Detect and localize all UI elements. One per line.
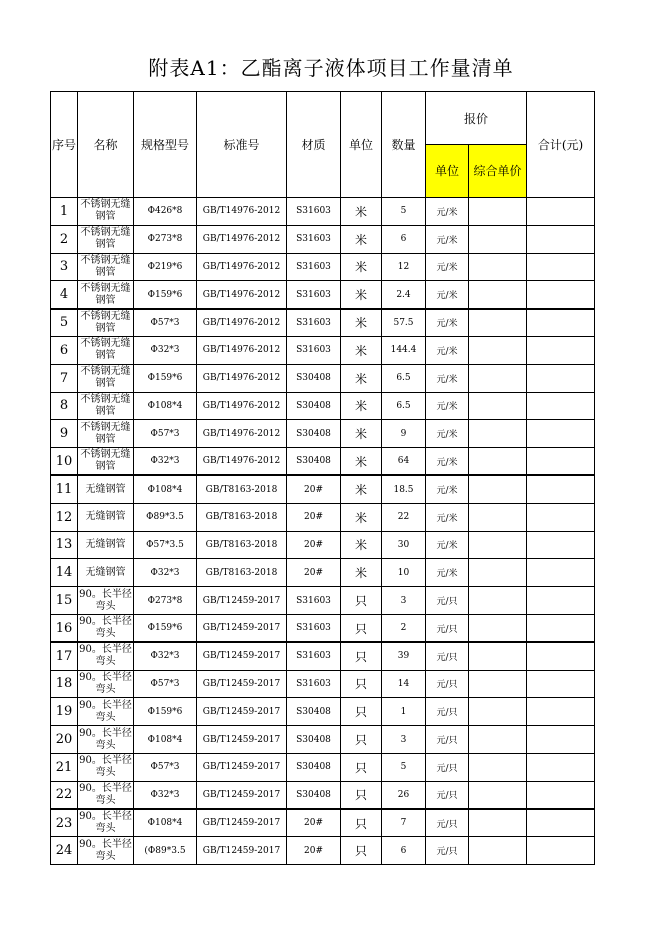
row-index: 19 (51, 698, 78, 726)
table-row (51, 336, 595, 364)
row-qty: 2 (382, 614, 426, 642)
row-qty: 26 (382, 781, 426, 809)
row-total (527, 670, 595, 698)
row-qty: 5 (382, 753, 426, 781)
row-quote-unit: 元/米 (426, 364, 469, 392)
row-spec: Φ159*6 (134, 364, 197, 392)
row-total (527, 309, 595, 337)
row-total (527, 781, 595, 809)
row-quote-price (469, 225, 527, 253)
row-material: S30408 (287, 753, 341, 781)
header-qty: 数量 (382, 92, 426, 198)
row-unit: 米 (341, 281, 382, 309)
row-index: 2 (51, 225, 78, 253)
row-name: 90。长半径弯头 (78, 753, 134, 781)
row-total (527, 420, 595, 448)
row-quote-unit: 元/米 (426, 336, 469, 364)
row-standard: GB/T14976-2012 (197, 336, 287, 364)
row-spec: Φ108*4 (134, 809, 197, 837)
row-qty: 144.4 (382, 336, 426, 364)
row-quote-unit: 元/只 (426, 809, 469, 837)
row-index: 10 (51, 448, 78, 476)
row-name: 90。长半径弯头 (78, 726, 134, 754)
row-quote-price (469, 281, 527, 309)
row-index: 5 (51, 309, 78, 337)
row-material: S31603 (287, 670, 341, 698)
row-spec: Φ159*6 (134, 281, 197, 309)
row-index: 11 (51, 475, 78, 503)
row-total (527, 281, 595, 309)
row-unit: 只 (341, 642, 382, 670)
row-unit: 只 (341, 670, 382, 698)
row-name: 不锈钢无缝钢管 (78, 309, 134, 337)
row-material: S30408 (287, 392, 341, 420)
row-index: 13 (51, 531, 78, 559)
row-unit: 只 (341, 837, 382, 865)
row-material: S30408 (287, 781, 341, 809)
row-qty: 64 (382, 448, 426, 476)
row-quote-unit: 元/米 (426, 198, 469, 226)
row-unit: 米 (341, 225, 382, 253)
row-name: 不锈钢无缝钢管 (78, 198, 134, 226)
row-quote-price (469, 559, 527, 587)
row-total (527, 253, 595, 281)
row-index: 3 (51, 253, 78, 281)
row-name: 90。长半径弯头 (78, 642, 134, 670)
row-unit: 只 (341, 726, 382, 754)
row-standard: GB/T8163-2018 (197, 503, 287, 531)
row-quote-unit: 元/米 (426, 309, 469, 337)
row-unit: 米 (341, 392, 382, 420)
row-total (527, 531, 595, 559)
row-name: 不锈钢无缝钢管 (78, 420, 134, 448)
row-total (527, 336, 595, 364)
row-unit: 米 (341, 531, 382, 559)
row-total (527, 809, 595, 837)
header-quote-price: 综合单价 (469, 145, 527, 198)
table-row (51, 475, 595, 503)
row-qty: 18.5 (382, 475, 426, 503)
row-quote-unit: 元/米 (426, 281, 469, 309)
table-row (51, 642, 595, 670)
row-quote-unit: 元/米 (426, 420, 469, 448)
row-material: S31603 (287, 336, 341, 364)
row-index: 12 (51, 503, 78, 531)
row-qty: 3 (382, 587, 426, 615)
header-unit: 单位 (341, 92, 382, 198)
row-quote-unit: 元/米 (426, 475, 469, 503)
table-row (51, 698, 595, 726)
table-row (51, 837, 595, 865)
row-unit: 只 (341, 781, 382, 809)
row-material: S30408 (287, 364, 341, 392)
row-name: 无缝钢管 (78, 503, 134, 531)
row-spec: Φ57*3 (134, 670, 197, 698)
row-index: 23 (51, 809, 78, 837)
row-material: S31603 (287, 587, 341, 615)
header-total: 合计(元) (527, 92, 595, 198)
row-unit: 米 (341, 420, 382, 448)
row-standard: GB/T12459-2017 (197, 587, 287, 615)
row-unit: 米 (341, 309, 382, 337)
row-quote-unit: 元/只 (426, 587, 469, 615)
row-unit: 米 (341, 198, 382, 226)
row-spec: Φ273*8 (134, 587, 197, 615)
row-quote-price (469, 698, 527, 726)
row-standard: GB/T12459-2017 (197, 726, 287, 754)
header-spec: 规格型号 (134, 92, 197, 198)
row-qty: 2.4 (382, 281, 426, 309)
row-unit: 米 (341, 253, 382, 281)
row-name: 不锈钢无缝钢管 (78, 225, 134, 253)
row-qty: 9 (382, 420, 426, 448)
row-quote-price (469, 809, 527, 837)
row-spec: Φ32*3 (134, 781, 197, 809)
row-index: 20 (51, 726, 78, 754)
table-row (51, 559, 595, 587)
row-qty: 39 (382, 642, 426, 670)
row-standard: GB/T14976-2012 (197, 253, 287, 281)
row-quote-unit: 元/米 (426, 448, 469, 476)
row-qty: 30 (382, 531, 426, 559)
row-name: 90。长半径弯头 (78, 837, 134, 865)
row-index: 7 (51, 364, 78, 392)
row-quote-price (469, 753, 527, 781)
table-row (51, 809, 595, 837)
row-name: 90。长半径弯头 (78, 587, 134, 615)
row-name: 无缝钢管 (78, 475, 134, 503)
row-material: S31603 (287, 225, 341, 253)
row-qty: 57.5 (382, 309, 426, 337)
table-row (51, 448, 595, 476)
row-unit: 米 (341, 559, 382, 587)
row-quote-price (469, 364, 527, 392)
row-quote-unit: 元/只 (426, 753, 469, 781)
header-quote: 报价 (426, 92, 527, 145)
row-quote-price (469, 503, 527, 531)
table-row (51, 225, 595, 253)
row-qty: 5 (382, 198, 426, 226)
table-row (51, 753, 595, 781)
table-row (51, 726, 595, 754)
row-unit: 只 (341, 698, 382, 726)
row-unit: 米 (341, 448, 382, 476)
row-quote-unit: 元/只 (426, 642, 469, 670)
row-quote-price (469, 781, 527, 809)
row-quote-unit: 元/只 (426, 670, 469, 698)
row-index: 21 (51, 753, 78, 781)
row-material: 20# (287, 837, 341, 865)
row-material: S30408 (287, 448, 341, 476)
row-standard: GB/T12459-2017 (197, 614, 287, 642)
row-total (527, 225, 595, 253)
row-material: S31603 (287, 642, 341, 670)
header-material: 材质 (287, 92, 341, 198)
row-qty: 1 (382, 698, 426, 726)
row-quote-price (469, 837, 527, 865)
row-index: 18 (51, 670, 78, 698)
row-quote-unit: 元/米 (426, 225, 469, 253)
row-name: 不锈钢无缝钢管 (78, 392, 134, 420)
row-spec: Φ32*3 (134, 559, 197, 587)
page-title: 附表A1：乙酯离子液体项目工作量清单 (148, 56, 514, 80)
row-qty: 6 (382, 837, 426, 865)
row-quote-price (469, 670, 527, 698)
row-material: S30408 (287, 698, 341, 726)
row-name: 无缝钢管 (78, 531, 134, 559)
row-total (527, 753, 595, 781)
row-total (527, 475, 595, 503)
row-total (527, 364, 595, 392)
row-total (527, 198, 595, 226)
row-qty: 6.5 (382, 364, 426, 392)
workload-table (50, 91, 595, 865)
row-quote-unit: 元/只 (426, 698, 469, 726)
row-total (527, 642, 595, 670)
row-spec: Φ426*8 (134, 198, 197, 226)
row-name: 不锈钢无缝钢管 (78, 448, 134, 476)
row-spec: Φ108*4 (134, 475, 197, 503)
table-row (51, 420, 595, 448)
row-material: 20# (287, 475, 341, 503)
table-row (51, 309, 595, 337)
row-index: 17 (51, 642, 78, 670)
row-spec: Φ108*4 (134, 726, 197, 754)
row-index: 4 (51, 281, 78, 309)
row-quote-price (469, 448, 527, 476)
table-row (51, 253, 595, 281)
row-material: S31603 (287, 309, 341, 337)
row-name: 不锈钢无缝钢管 (78, 281, 134, 309)
row-standard: GB/T12459-2017 (197, 809, 287, 837)
row-standard: GB/T12459-2017 (197, 781, 287, 809)
row-material: 20# (287, 559, 341, 587)
row-quote-price (469, 336, 527, 364)
row-spec: Φ57*3 (134, 420, 197, 448)
row-qty: 22 (382, 503, 426, 531)
row-standard: GB/T14976-2012 (197, 392, 287, 420)
row-name: 90。长半径弯头 (78, 781, 134, 809)
row-index: 16 (51, 614, 78, 642)
row-quote-price (469, 253, 527, 281)
table-row (51, 670, 595, 698)
header-standard: 标准号 (197, 92, 287, 198)
row-standard: GB/T14976-2012 (197, 420, 287, 448)
row-qty: 6.5 (382, 392, 426, 420)
row-spec: Φ273*8 (134, 225, 197, 253)
row-unit: 只 (341, 809, 382, 837)
row-material: S31603 (287, 253, 341, 281)
row-standard: GB/T12459-2017 (197, 670, 287, 698)
row-spec: Φ159*6 (134, 698, 197, 726)
row-total (527, 837, 595, 865)
row-quote-price (469, 726, 527, 754)
row-quote-price (469, 587, 527, 615)
row-quote-price (469, 531, 527, 559)
row-spec: Φ57*3 (134, 309, 197, 337)
table-row (51, 587, 595, 615)
row-quote-unit: 元/米 (426, 559, 469, 587)
row-unit: 米 (341, 475, 382, 503)
row-quote-price (469, 198, 527, 226)
row-total (527, 392, 595, 420)
row-quote-price (469, 642, 527, 670)
row-spec: Φ57*3 (134, 753, 197, 781)
row-qty: 14 (382, 670, 426, 698)
row-material: S31603 (287, 614, 341, 642)
row-spec: Φ219*6 (134, 253, 197, 281)
table-row (51, 531, 595, 559)
row-quote-unit: 元/米 (426, 531, 469, 559)
row-material: 20# (287, 503, 341, 531)
row-name: 90。长半径弯头 (78, 614, 134, 642)
row-index: 15 (51, 587, 78, 615)
table-row (51, 781, 595, 809)
row-index: 24 (51, 837, 78, 865)
row-spec: Φ57*3.5 (134, 531, 197, 559)
row-index: 6 (51, 336, 78, 364)
row-index: 9 (51, 420, 78, 448)
row-total (527, 448, 595, 476)
row-standard: GB/T8163-2018 (197, 475, 287, 503)
row-qty: 3 (382, 726, 426, 754)
row-standard: GB/T14976-2012 (197, 309, 287, 337)
row-standard: GB/T14976-2012 (197, 281, 287, 309)
row-unit: 只 (341, 587, 382, 615)
row-standard: GB/T14976-2012 (197, 225, 287, 253)
row-total (527, 698, 595, 726)
row-spec: Φ32*3 (134, 336, 197, 364)
row-total (527, 587, 595, 615)
header-index: 序号 (51, 92, 78, 198)
row-material: S30408 (287, 420, 341, 448)
row-standard: GB/T12459-2017 (197, 837, 287, 865)
row-standard: GB/T12459-2017 (197, 642, 287, 670)
row-spec: Φ89*3.5 (134, 503, 197, 531)
row-total (527, 614, 595, 642)
row-qty: 7 (382, 809, 426, 837)
row-unit: 米 (341, 364, 382, 392)
row-material: S31603 (287, 281, 341, 309)
row-index: 22 (51, 781, 78, 809)
row-index: 8 (51, 392, 78, 420)
row-quote-price (469, 420, 527, 448)
row-unit: 米 (341, 503, 382, 531)
row-name: 90。长半径弯头 (78, 670, 134, 698)
row-index: 1 (51, 198, 78, 226)
row-standard: GB/T12459-2017 (197, 753, 287, 781)
header-quote-unit: 单位 (426, 145, 469, 198)
row-total (527, 559, 595, 587)
row-standard: GB/T14976-2012 (197, 448, 287, 476)
row-quote-unit: 元/米 (426, 503, 469, 531)
table-row (51, 281, 595, 309)
row-name: 90。长半径弯头 (78, 698, 134, 726)
row-quote-unit: 元/只 (426, 726, 469, 754)
table-row (51, 614, 595, 642)
header-name: 名称 (78, 92, 134, 198)
row-quote-unit: 元/只 (426, 781, 469, 809)
row-standard: GB/T8163-2018 (197, 559, 287, 587)
row-spec: Φ32*3 (134, 642, 197, 670)
row-quote-unit: 元/只 (426, 837, 469, 865)
row-standard: GB/T14976-2012 (197, 364, 287, 392)
row-material: 20# (287, 809, 341, 837)
row-name: 90。长半径弯头 (78, 809, 134, 837)
row-standard: GB/T12459-2017 (197, 698, 287, 726)
row-qty: 12 (382, 253, 426, 281)
row-total (527, 726, 595, 754)
row-name: 不锈钢无缝钢管 (78, 364, 134, 392)
row-quote-price (469, 614, 527, 642)
row-material: S31603 (287, 198, 341, 226)
row-quote-unit: 元/只 (426, 614, 469, 642)
row-spec: Φ159*6 (134, 614, 197, 642)
row-quote-price (469, 309, 527, 337)
row-qty: 10 (382, 559, 426, 587)
row-material: 20# (287, 531, 341, 559)
table-row (51, 503, 595, 531)
row-quote-price (469, 392, 527, 420)
row-name: 不锈钢无缝钢管 (78, 336, 134, 364)
row-material: S30408 (287, 726, 341, 754)
row-name: 不锈钢无缝钢管 (78, 253, 134, 281)
row-standard: GB/T14976-2012 (197, 198, 287, 226)
row-quote-unit: 元/米 (426, 392, 469, 420)
row-index: 14 (51, 559, 78, 587)
table-row (51, 392, 595, 420)
row-quote-unit: 元/米 (426, 253, 469, 281)
table-row (51, 364, 595, 392)
row-unit: 只 (341, 753, 382, 781)
row-spec: Φ32*3 (134, 448, 197, 476)
row-quote-price (469, 475, 527, 503)
row-spec: Φ108*4 (134, 392, 197, 420)
row-qty: 6 (382, 225, 426, 253)
row-standard: GB/T8163-2018 (197, 531, 287, 559)
row-name: 无缝钢管 (78, 559, 134, 587)
row-spec: (Φ89*3.5 (134, 837, 197, 865)
row-unit: 只 (341, 614, 382, 642)
row-total (527, 503, 595, 531)
table-row (51, 198, 595, 226)
row-unit: 米 (341, 336, 382, 364)
